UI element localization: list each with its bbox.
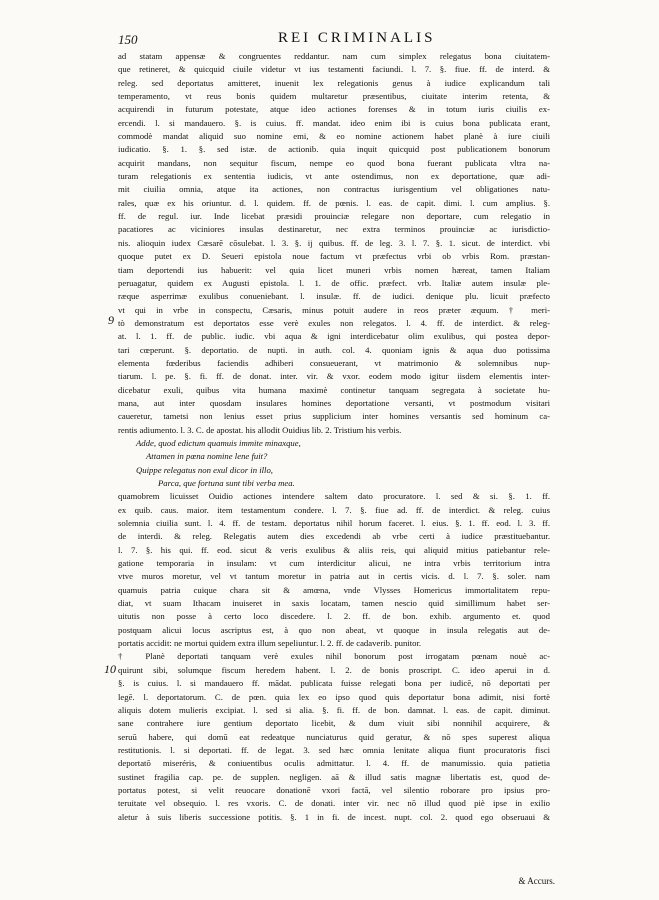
text-line: acquirit mandans, non sequitur fiscum, nempe eo quod bona fuerant publicata vltra na- xyxy=(118,157,550,168)
text-line: portatis accidit: ne mortui quidem extra illum sepeliuntur. l. 2. ff. de cadaverib. punitor. xyxy=(118,638,422,649)
text-line: ad statam appensæ & congruentes reddantur. nam cum simplex relegatus bona ciuitatem- xyxy=(118,51,550,61)
text-line: uitutis non posse à certo loco discedere. l. 2. ff. de bon. exhib. argumento et. quod xyxy=(118,611,550,622)
text-line: pacatiores ac viciniores insulas destinaretur, nec extra terminos prouinciæ ac iurisdictio- xyxy=(118,224,550,235)
text-line: sustinet fragilia cap. pe. de supplen. negligen. aā & illud satis magnæ libertatis est, quod de- xyxy=(118,771,550,782)
margin-number-10: 10 xyxy=(104,662,116,676)
text-line: solemnia ciuilia sunt. l. 4. ff. de testam. deportatus nihil horum faceret. l. eius. §. 1. ff. eod. l. 3. ff. xyxy=(118,518,550,529)
text-line: commodè mandat aliquid suo nomine emi, & eo nomine actionem habet planè à iure ciuili xyxy=(118,131,550,142)
text-line: rales, quæ ex his oriuntur. d. l. quidem. ff. de pœnis. l. eas. de capit. dimi. l. cum amplius. §. xyxy=(118,197,550,208)
text-line: aliquis dotem mulieris excipiat. l. sed si alia. §. fi. ff. de bon. damnat. l. eas. de capit. diminut. xyxy=(118,704,550,715)
text-line: acquirendi in futurum potestate, atque ideo actiones forenses & in totum iuris ciuilis ex- xyxy=(118,104,550,115)
text-line: nis. alioquin iudex Cæsarē cōsulebat. l. 3. §. ij quibus. ff. de leg. 3. l. 7. §. 1. sicut. de interdict. vbi xyxy=(118,237,550,248)
text-line: quamuis patria cuique chara sit & amœna, vnde Vlysses Homericus immortalitatem repu- xyxy=(118,584,550,595)
verse-line: Adde, quod edictum quamuis immite minaxque, xyxy=(136,437,301,448)
text-line: deportatō miseréris, & coniuentibus oculis admittatur. l. 4. ff. de manumissio. quia patietia xyxy=(118,758,550,769)
verse-line: Parca, que fortuna sunt tibi verba mea. xyxy=(158,478,295,488)
text-line: tò demonstratum est deportatos esse verè exules non relegatos. l. 4. ff. de interdict. & releg- xyxy=(118,317,550,328)
paragraph-2 xyxy=(118,490,550,650)
paragraph-1 xyxy=(118,50,550,437)
text-line: diat, vt suam Ithacam inuiseret in saxis locatam, tamen nescio quid simillimum habet ser- xyxy=(118,598,550,609)
text-line: peruagatur, quidem ex Augusti epistola. l. 1. de offic. præfect. vrb. Italiæ autem insulæ ple- xyxy=(118,277,550,288)
text-line: sane contrahere iure gentium deportato licebit, & dum viuit sibi nonnihil acquirere, & xyxy=(118,718,550,729)
margin-number-9: 9 xyxy=(108,313,114,327)
text-line: tari cœperunt. §. deportatio. de nupti. in auth. col. 4. quoniam ignis & aqua duo potissima xyxy=(118,344,550,355)
text-line: tiam deportendi ius habuerit: vel quia licet muneri vrbis nomen hæreat, tamen Italiam xyxy=(118,264,550,275)
text-body xyxy=(118,50,550,824)
running-header xyxy=(118,30,548,52)
paragraph-3 xyxy=(118,650,550,823)
text-line: vtve muros moretur, vel vt tantum moretur in patria aut in certis vicis. d. l. 7. §. soler. nam xyxy=(118,571,550,582)
text-line: at. l. 1. ff. de public. iudic. vbi aqua & igni interdicebatur olim exulibus, qui postea depor- xyxy=(118,331,550,342)
text-line: mana, aut inter quosdam insulares homines deportatione versanti, vt postmodum visitari xyxy=(118,397,550,408)
text-line: gatione temporaria in insulam: vt cum interdicitur alicui, ne intra vrbis territorium intra xyxy=(118,558,550,569)
text-line: aletur à suis liberis successione potitis. §. 1 in fi. de incest. nupt. col. 2. quod ego obseruaui & xyxy=(118,811,550,822)
text-line: tiarum. l. pe. §. fi. ff. de donat. inter. vir. & vxor. eodem modo igitur iisdem elementis inter- xyxy=(118,371,550,382)
text-line: ff. de regul. iur. Inde licebat præsidi prouinciæ relegare non deportare, cum relegatio in xyxy=(118,211,550,222)
text-line: ercendi. l. si mandauero. §. is cuius. ff. mandat. ideo enim ibi is cuius bona publicata erant, xyxy=(118,117,550,128)
ovid-verse xyxy=(118,437,550,490)
text-line: vt qui in vrbe in conspectu, Cæsaris, minus potuit audere in reos præter æquum. † meri- xyxy=(118,304,550,315)
text-line: temperamento, vt reus bonis quidem multaretur præsentibus, ciuitate interim retenta, & xyxy=(118,91,550,102)
verse-line: Quippe relegatus non exul dicor in illo, xyxy=(136,464,273,475)
verse-line: Attamen in pœna nomine lene fuit? xyxy=(146,451,268,462)
text-line: quirunt sibi, solumque fiscum heredem habent. l. 2. de bonis proscript. C. ideo aperui in d. xyxy=(118,664,550,675)
text-line: turam relegationis ex sententia iudicis, vt ante ostendimus, non ex deportatione, quæ adi- xyxy=(118,171,550,182)
page-number: 150 xyxy=(118,32,138,47)
text-line: dicebatur exuli, quibus vita humana maximè continetur tanquam segregata à societate hu- xyxy=(118,384,550,395)
text-line: l. 7. §. his qui. ff. eod. sicut & veris exulibus & aliis reis, qui aliquid mitius patiebantur rele- xyxy=(118,544,550,555)
text-line: postquam alicui locus ascriptus est, à quo non abeat, vt quoque in insula relegatis aut de- xyxy=(118,624,550,635)
text-line: mit ciuilia omnia, atque ita actiones, non contractus iurisgentium vel obligationes natu- xyxy=(118,184,550,195)
text-line: releg. sed deportatus amitteret, inuenit lex relegationis genus à iudice explicandum tali xyxy=(118,77,550,88)
catchword: & Accurs. xyxy=(518,876,555,886)
text-line: legē. l. deportatorum. C. de pœn. quia lex eo ipso quod quis deportatur bona adimit, nisi fortè xyxy=(118,691,550,702)
text-line: ræque asperrimæ exulibus conueniebant. l. insulæ. ff. de iudici. denique plu. licuit præfecto xyxy=(118,291,550,302)
text-line: caueretur, tametsi non lenius esset prius supplicium inter homines versantis sed hominum ca- xyxy=(118,411,550,422)
text-line: seruū habere, qui domū eat redeatque nunciaturus quid geratur, & nō spes superest aliqua xyxy=(118,731,550,742)
text-line: quamobrem licuisset Ouidio actiones intendere saltem dato procuratore. l. sed & si. §. 1. ff. xyxy=(118,491,550,502)
text-line: quoque putet ex D. Seueri epistola noue factum vt præfectus vrbi ob vrbis Rom. præstan- xyxy=(118,251,550,262)
text-line: ex quib. caus. maior. item testamentum condere. l. 7. §. fiue ad. ff. de interdict. & releg. cuius xyxy=(118,504,550,515)
text-line: que retineret, & quicquid ciuile videtur vt ius testamenti faciundi. l. 7. §. fiue. ff. de interd. & xyxy=(118,64,550,75)
text-line: rentis adiumento. l. 3. C. de apostat. his allodit Ouidius lib. 2. Tristium his verbis. xyxy=(118,424,402,435)
text-line: elementa fœderibus faciendis adhiberi consueuerant, vt matrimonio & solemnibus nup- xyxy=(118,357,550,368)
text-line: de interdi. & releg. Relegatis autem dies excedendi ab vrbe certi à iudice præstituebantur. xyxy=(118,531,550,542)
text-line: portatus potest, si velit reuocare donationē vxori factā, vel silentio roborare pro ipsius pro- xyxy=(118,784,550,795)
running-title: REI CRIMINALIS xyxy=(278,30,436,46)
text-line: §. is cuius. l. si mandauero ff. mādat. publicata fuisse relegati bona per iudicē, nō deportati per xyxy=(118,678,550,689)
text-line: restitutionis. l. si deportati. ff. de legat. 3. sed hæc omnia lenitate aliqua fiunt procuratoris fisci xyxy=(118,744,550,755)
text-line: iudicatio. §. 1. §. sed istæ. de actionib. quia inquit quicquid post publicationem bonorum xyxy=(118,144,550,155)
text-line: teruitate vel obsequio. l. res vxoris. C. de donati. inter vir. nec nō illud quod piè ipse in exilio xyxy=(118,798,550,809)
text-line: † Planè deportati tanquam verè exules nihil bonorum post irrogatam pœnam nouè ac- xyxy=(118,651,550,662)
